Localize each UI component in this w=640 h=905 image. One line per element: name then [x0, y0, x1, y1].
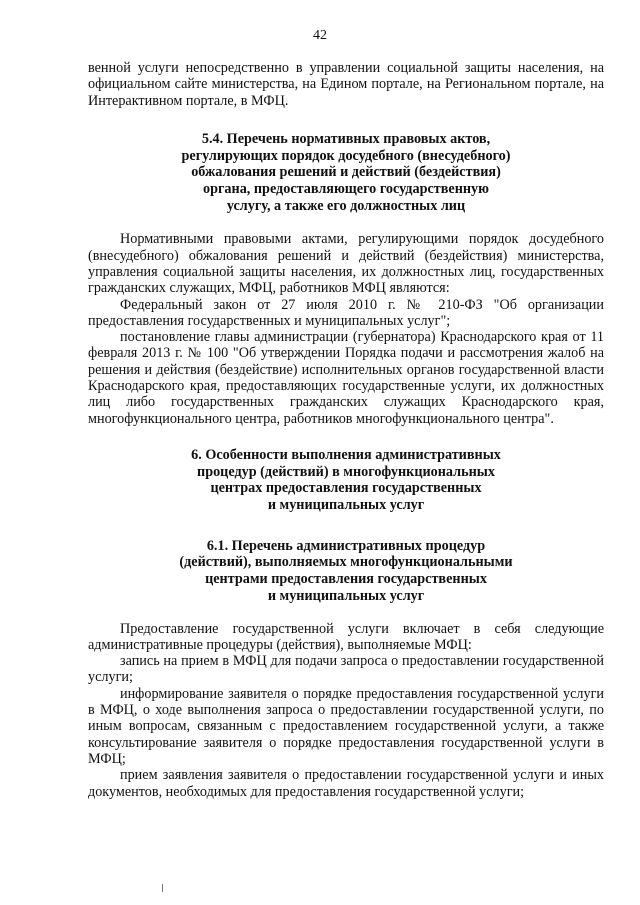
paragraph: Предоставление государственной услуги включает в себя следующие административные процедуры (действия), выполняемые МФЦ:	[88, 620, 604, 653]
paragraph: запись на прием в МФЦ для подачи запроса о предоставлении государственной услуги;	[88, 653, 604, 686]
section-6-1-heading	[88, 538, 604, 605]
heading-line: (действий), выполняемых многофункциональными	[179, 554, 513, 571]
heading-line: и муниципальных услуг	[267, 497, 425, 514]
paragraph: Нормативными правовыми актами, регулирующими порядок досудебного (внесудебного) обжалования решений и действий (бездействия) министерства, управления социальной защиты населения, их должностных лиц, государственных гражданских служащих, МФЦ, работников МФЦ являются:	[88, 231, 604, 297]
heading-line: центрами предоставления государственных	[205, 571, 487, 588]
paragraph: Федеральный закон от 27 июля 2010 г. № 210-ФЗ "Об организации предоставления государственных и муниципальных услуг";	[88, 296, 604, 329]
heading-line: услугу, а также его должностных лиц	[226, 197, 466, 214]
page-number: 42	[313, 28, 327, 43]
heading-line: и муниципальных услуг	[267, 587, 425, 604]
section-6-heading	[88, 447, 604, 514]
scan-mark	[162, 884, 163, 892]
heading-line: 6. Особенности выполнения административных	[191, 446, 501, 463]
heading-line: органа, предоставляющего государственную	[203, 181, 489, 197]
document-body	[88, 60, 604, 800]
heading-line: 6.1. Перечень административных процедур	[206, 537, 486, 554]
heading-line: регулирующих порядок досудебного (внесудебного)	[181, 147, 511, 164]
heading-line: процедур (действий) в многофункциональных	[197, 463, 495, 480]
paragraph: прием заявления заявителя о предоставлении государственной услуги и иных документов, необходимых для предоставления государственной услуги;	[88, 767, 604, 800]
paragraph: постановление главы администрации (губернатора) Краснодарского края от 11 февраля 2013 г. № 100 "Об утверждении Порядка подачи и рассмотрения жалоб на решения и действия (бездействие) исполнительных органов государственной власти Краснодарского края, предоставляющих государственные услуги, их должностных лиц либо государственных гражданских служащих Краснодарского края, многофункционального центра, работников многофункционального центра".	[88, 329, 604, 427]
heading-line: обжалования решений и действий (бездействия)	[191, 164, 501, 181]
intro-paragraph: венной услуги непосредственно в управлении социальной защиты населения, на официальном сайте министерства, на Едином портале, на Региональном портале, на Интерактивном портале, в МФЦ.	[88, 60, 604, 109]
heading-line: 5.4. Перечень нормативных правовых актов,	[201, 130, 491, 147]
paragraph: информирование заявителя о порядке предоставления государственной услуги в МФЦ, о ходе выполнения запроса о предоставлении государственной услуги, по иным вопросам, связанным с предоставлением государственной услуги, а также консультирование заявителя о порядке предоставления государственной услуги в МФЦ;	[88, 685, 604, 767]
heading-line: центрах предоставления государственных	[210, 480, 482, 497]
section-5-4-heading	[88, 131, 604, 215]
